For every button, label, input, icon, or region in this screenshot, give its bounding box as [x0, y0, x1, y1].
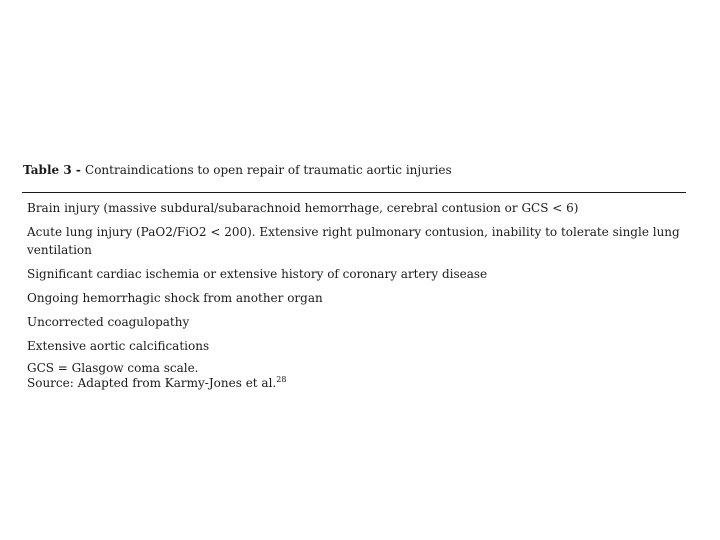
table-caption: [22, 160, 686, 180]
table-row-aortic-calcifications: Extensive aortic calcifications: [27, 339, 210, 353]
footnote-source-text: Source: Adapted from Karmy-Jones et al.: [27, 376, 277, 390]
footnote-abbreviation: GCS = Glasgow coma scale.: [27, 361, 199, 375]
table-row-coagulopathy: Uncorrected coagulopathy: [27, 315, 190, 329]
table-caption-label: Table 3 -: [23, 163, 86, 177]
table-rows: [22, 193, 686, 391]
table-block: [22, 160, 686, 391]
table-row-hemorrhagic-shock: Ongoing hemorrhagic shock from another organ: [27, 291, 323, 305]
table-row-brain-injury: Brain injury (massive subdural/subarachnoid hemorrhage, cerebral contusion or GCS < 6): [27, 201, 579, 215]
table-caption-text: Contraindications to open repair of traumatic aortic injuries: [85, 163, 452, 177]
footnote-reference: 28: [276, 375, 287, 384]
table-footnotes: [27, 361, 686, 391]
table-row-acute-lung-injury: Acute lung injury (PaO2/FiO2 < 200). Extensive right pulmonary contusion, inability to tolerate single lung ventilation: [27, 225, 680, 257]
footnote-source: [27, 376, 686, 391]
table-row-cardiac-ischemia: Significant cardiac ischemia or extensive history of coronary artery disease: [27, 267, 488, 281]
